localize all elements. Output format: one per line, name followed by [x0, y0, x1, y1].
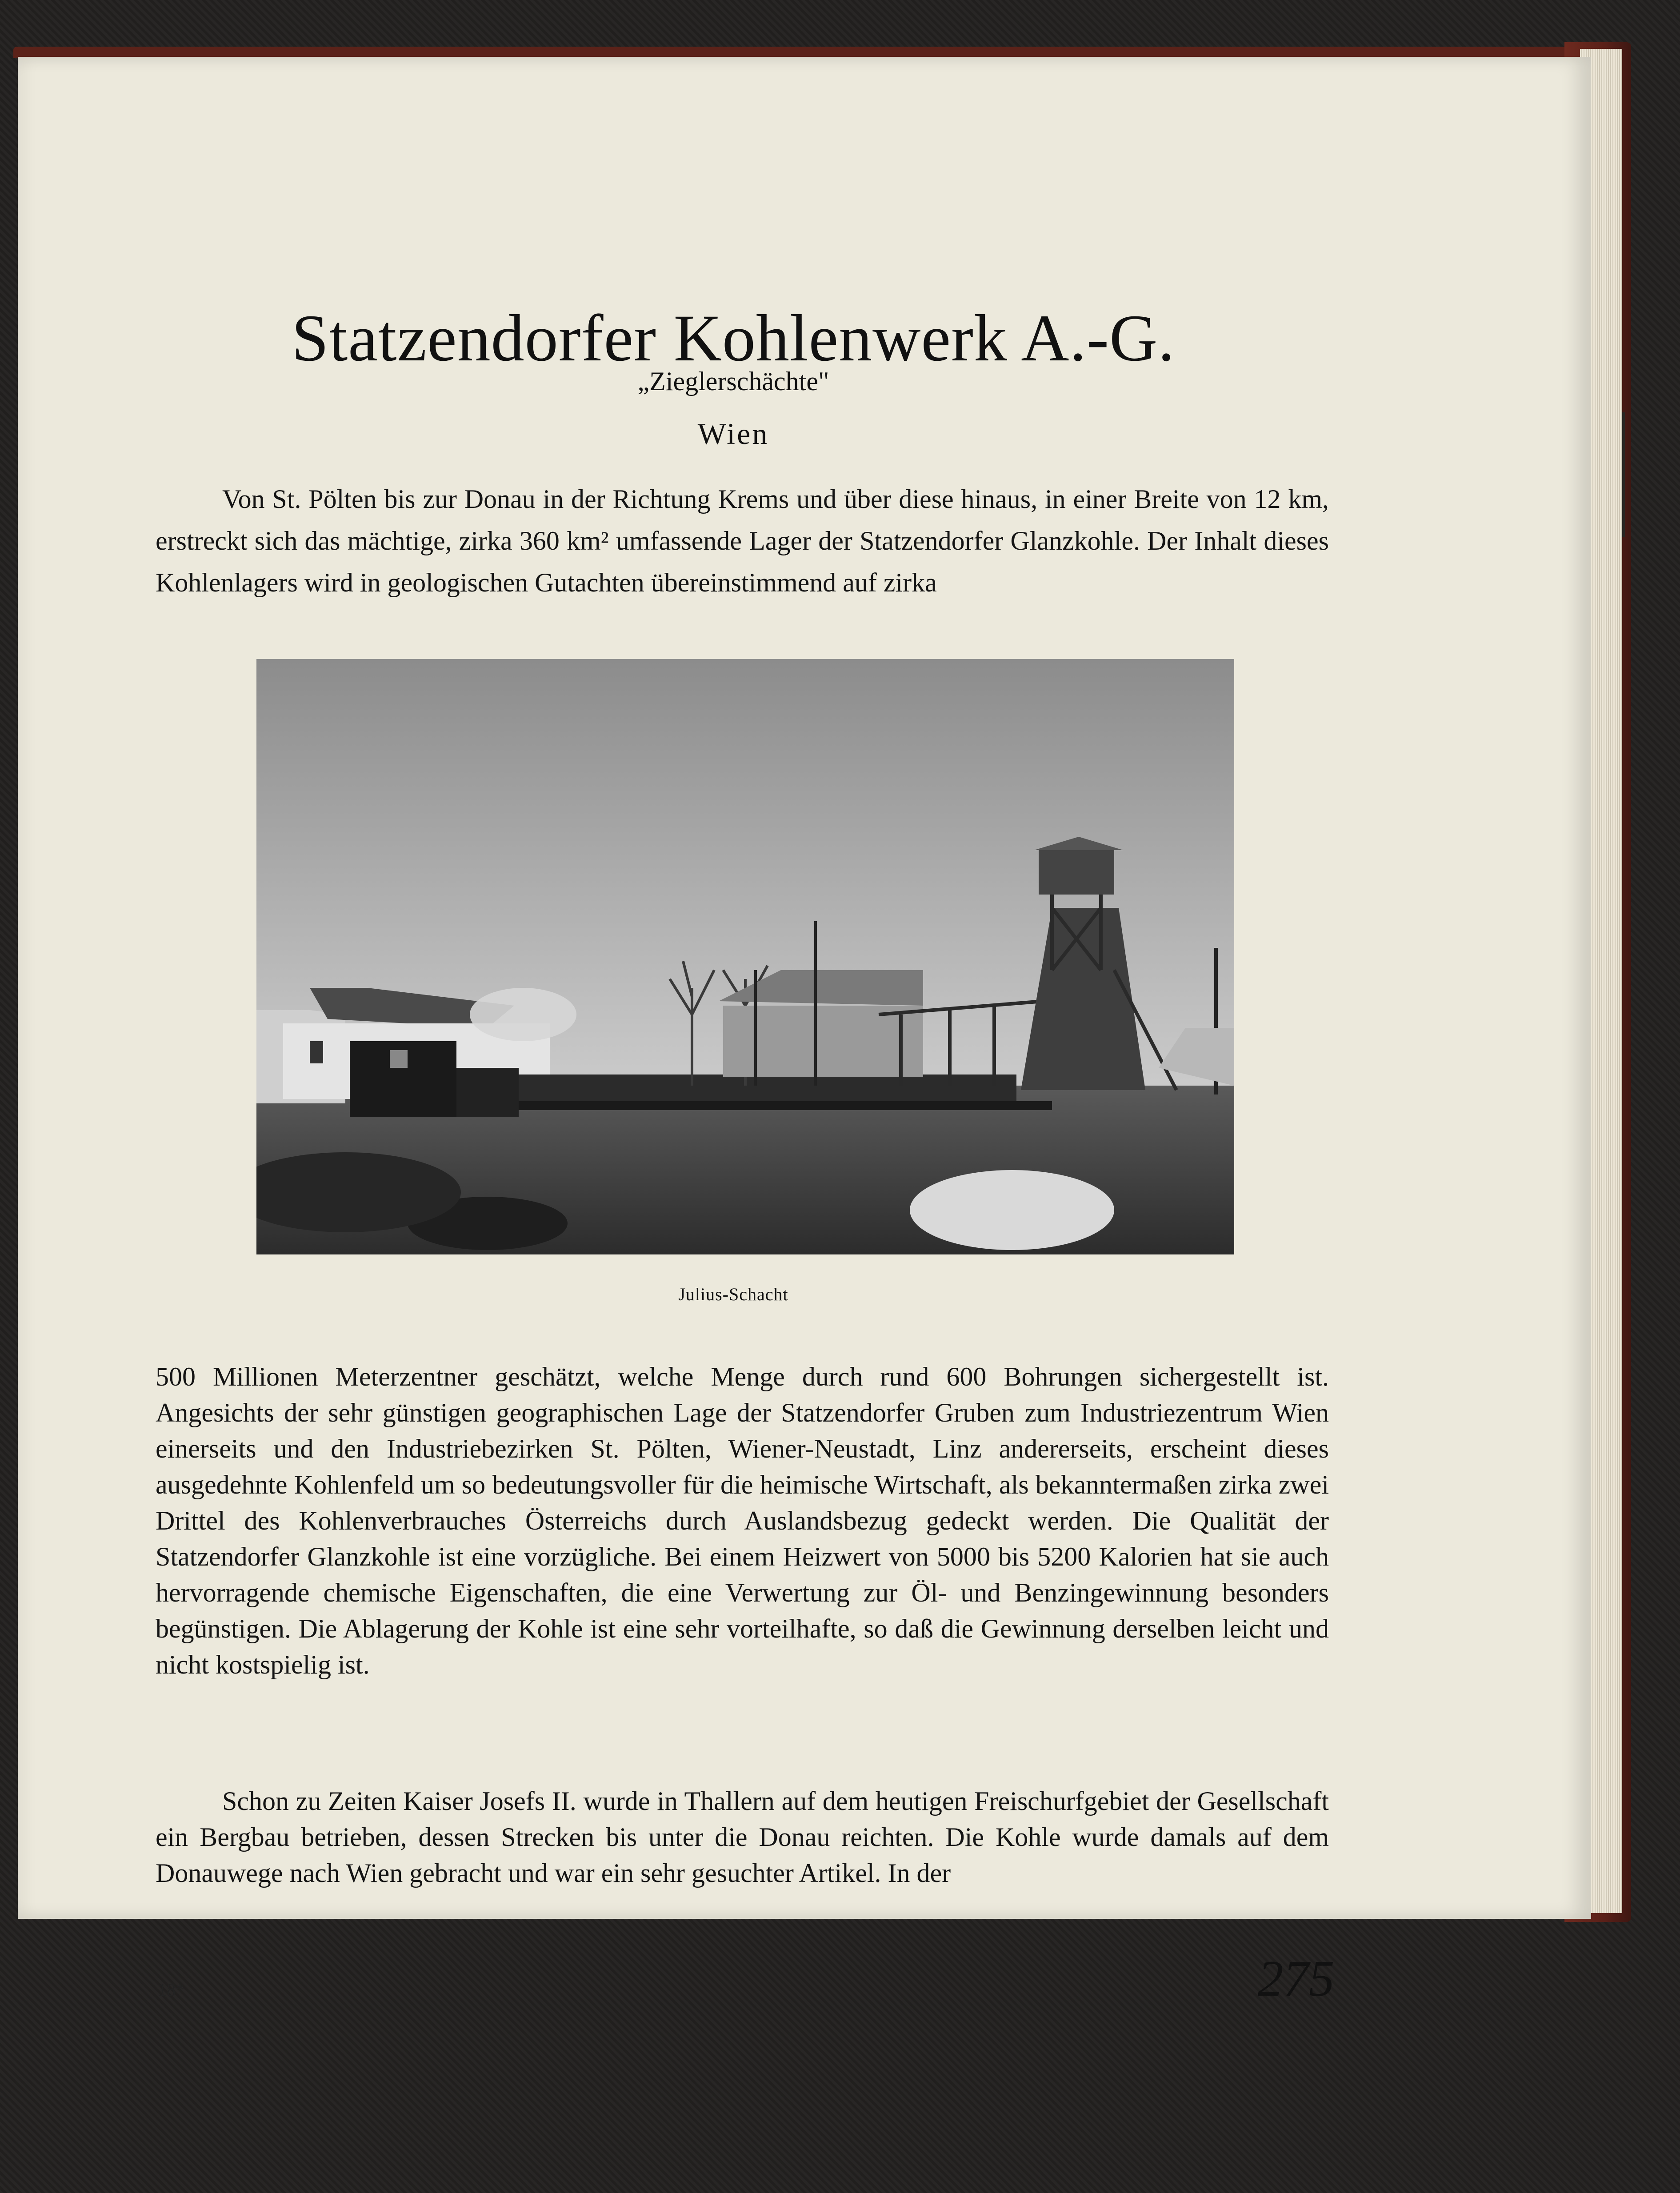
paragraph-main: 500 Millionen Meterzentner geschätzt, welche Menge durch rund 600 Bohrungen sichergestellt ist. Angesichts der sehr günstigen geographischen Lage der Statzendorfer Gruben zum Industriezentrum Wien einerseits und den Industriebezirken St. Pölten, Wiener-Neustadt, Linz andererseits, erscheint dieses ausgedehnte Kohlenfeld um so bedeutungsvoller für die heimische Wirtschaft, als bekanntermaßen zirka zwei Drittel des Kohlenverbrauches Österreichs durch Auslandsbezug gedeckt werden. Die Qualität der Statzendorfer Glanzkohle ist eine vorzügliche. Bei einem Heizwert von 5000 bis 5200 Kalorien hat sie auch hervorragende chemische Eigenschaften, die eine Verwertung zur Öl- und Benzingewinnung besonders begünstigen. Die Ablagerung der Kohle ist eine sehr vorteilhafte, so daß die Gewinnung derselben leicht und nicht kostspielig ist. [156, 1362, 1329, 1679]
paragraph-intro: Von St. Pölten bis zur Donau in der Richtung Krems und über diese hinaus, in einer Breite von 12 km, erstreckt sich das mächtige, zirka 360 km² umfassende Lager der Statzendorfer Glanzkohle. Der Inhalt dieses Kohlenlagers wird in geologischen Gutachten übereinstimmend auf zirka [156, 484, 1329, 597]
photo-caption: Julius-Schacht [678, 1284, 788, 1304]
page-subtitle: „Zieglerschächte" [637, 367, 829, 396]
city-line: Wien [697, 417, 769, 451]
signature-mark: 18* [158, 1980, 184, 2000]
page-edge-mark [1622, 412, 1625, 537]
book-page [18, 57, 1591, 2007]
paragraph-history: Schon zu Zeiten Kaiser Josefs II. wurde in Thallern auf dem heutigen Freischurfgebiet der Gesellschaft ein Bergbau betrieben, dessen Strecken bis unter die Donau reichten. Die Kohle wurde damals auf dem Donauwege nach Wien gebracht und war ein sehr gesuchter Artikel. In der [156, 1786, 1329, 1888]
mine-photograph [256, 659, 1234, 1254]
page-number: 275 [1258, 1950, 1335, 2007]
page-title: Statzendorfer Kohlenwerk A.-G. [292, 301, 1175, 375]
